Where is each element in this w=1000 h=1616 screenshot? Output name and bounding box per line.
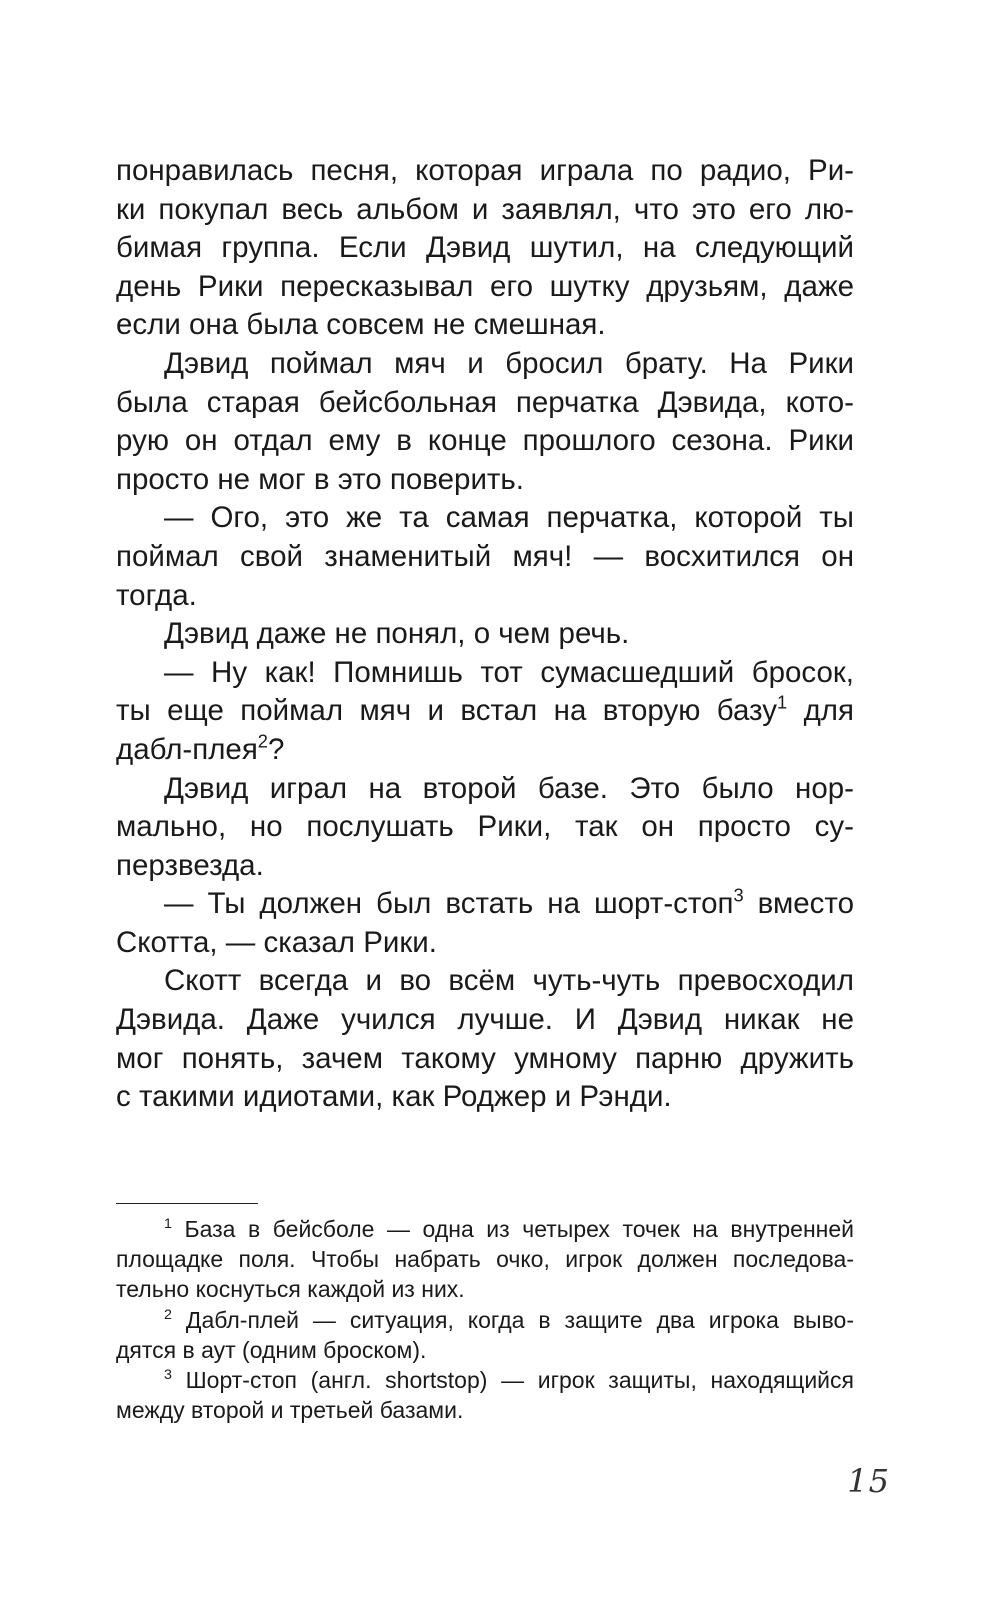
page-number: 15: [847, 1462, 890, 1500]
text-line: перзвезда.: [116, 848, 264, 882]
text-line: поймал свой знаменитый мяч! — восхитился он: [116, 539, 854, 573]
footnote-divider: [116, 1203, 258, 1204]
text-segment: для: [787, 694, 854, 728]
footnote-mark: 2: [164, 1306, 172, 1323]
footnote-ref-3[interactable]: 3: [733, 884, 744, 906]
text-line: [116, 885, 854, 924]
text-segment: вместо: [743, 887, 854, 921]
paragraph-8: [116, 962, 854, 1116]
text-segment: ты еще поймал мяч и встал на вторую базу: [116, 694, 777, 728]
text-line: ки покупал весь альбом и заявлял, что это его лю-: [116, 192, 854, 226]
text-segment: — Ты должен был встать на шорт-стоп: [164, 887, 734, 921]
footnote-ref-2[interactable]: 2: [257, 730, 268, 752]
paragraph-6: [116, 770, 854, 886]
footnote-line: площадке поля. Чтобы набрать очко, игрок должен последова-: [116, 1246, 854, 1273]
text-line: Дэвида. Даже учился лучше. И Дэвид никак не: [116, 1003, 854, 1037]
text-segment: ?: [267, 732, 285, 766]
footnotes: [116, 1214, 854, 1425]
paragraph-4: [116, 615, 854, 654]
text-line: мог понять, зачем такому умному парню дружить: [116, 1041, 854, 1075]
footnote-3: [116, 1365, 854, 1425]
footnote-ref-1[interactable]: 1: [777, 691, 788, 713]
text-line: Скотт всегда и во всём чуть-чуть превосходил: [164, 964, 854, 998]
footnote-line: [116, 1214, 854, 1244]
footnote-1: [116, 1214, 854, 1305]
text-line: Дэвид играл на второй базе. Это было нор-: [164, 771, 854, 805]
text-line: тогда.: [116, 578, 197, 612]
text-line: [116, 731, 854, 770]
paragraph-3: [116, 499, 854, 615]
footnote-line: [116, 1365, 854, 1395]
text-line: была старая бейсбольная перчатка Дэвида, кото-: [116, 385, 854, 419]
text-segment: дабл-плея: [116, 732, 258, 766]
footnote-2: [116, 1305, 854, 1365]
footnote-line: между второй и третьей базами.: [116, 1397, 464, 1424]
text-line: понравилась песня, которая играла по радио, Ри-: [116, 154, 854, 187]
text-line: с такими идиотами, как Роджер и Рэнди.: [116, 1080, 672, 1114]
text-line: Дэвид поймал мяч и бросил брату. На Рики: [164, 346, 854, 380]
text-segment: Дабл-плей — ситуация, когда в защите два игрока выво-: [171, 1306, 854, 1333]
text-line: бимая группа. Если Дэвид шутил, на следующий: [116, 231, 854, 265]
paragraph-7: [116, 885, 854, 962]
paragraph-1: [116, 152, 854, 345]
text-line: — Ну как! Помнишь тот сумасшедший бросок,: [164, 655, 854, 689]
text-line: если она была совсем не смешная.: [116, 308, 606, 342]
footnote-line: дятся в аут (одним броском).: [116, 1336, 427, 1363]
footnote-mark: 1: [164, 1216, 172, 1233]
text-segment: База в бейсболе — одна из четырех точек на внутренней: [171, 1216, 854, 1242]
text-line: Скотта, — сказал Рики.: [116, 925, 437, 959]
footnote-line: [116, 1305, 854, 1335]
text-segment: Шорт-стоп (англ. shortstop) — игрок защиты, находящийся: [171, 1367, 854, 1394]
text-line: рую он отдал ему в конце прошлого сезона. Рики: [116, 424, 854, 458]
text-line: мально, но послушать Рики, так он просто су-: [116, 810, 854, 844]
footnote-mark: 3: [164, 1367, 172, 1384]
text-line: просто не мог в это поверить.: [116, 462, 525, 496]
main-text: [116, 152, 854, 1117]
text-line: Дэвид даже не понял, о чем речь.: [164, 617, 630, 651]
footnote-line: тельно коснуться каждой из них.: [116, 1276, 465, 1303]
text-line: день Рики пересказывал его шутку друзьям, даже: [116, 269, 854, 303]
paragraph-2: [116, 345, 854, 499]
paragraph-5: [116, 654, 854, 770]
text-line: [116, 692, 854, 731]
text-line: — Ого, это же та самая перчатка, которой ты: [164, 501, 854, 535]
